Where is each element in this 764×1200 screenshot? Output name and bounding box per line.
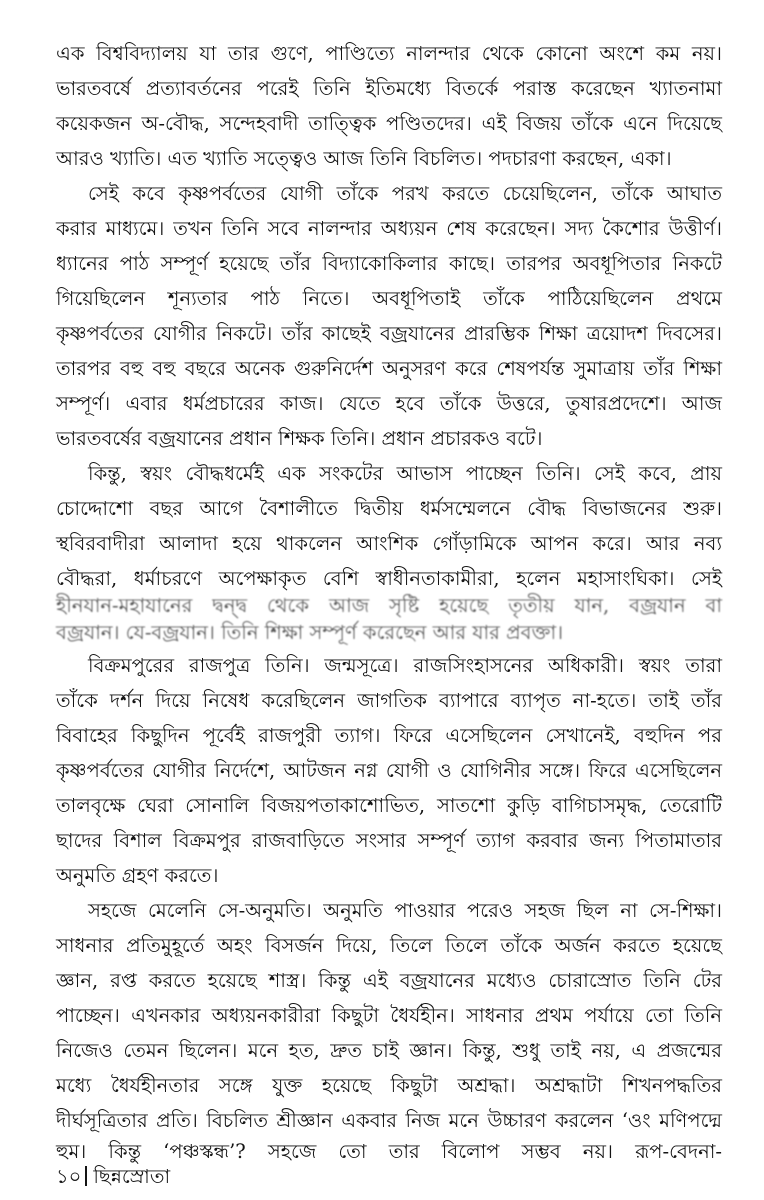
text-line: করার মাধ্যমে। তখন তিনি সবে নালন্দার অধ্যয়ন শেষ করেছেন। সদ্য কৈশোর উত্তীর্ণ। (56, 217, 722, 240)
text-line: তাঁকে দর্শন দিয়ে নিষেধ করেছিলেন জাগতিক ব্যাপারে ব্যাপৃত না-হতে। তাই তাঁর (56, 689, 722, 712)
text-line: কয়েকজন অ-বৌদ্ধ, সন্দেহবাদী তাত্ত্বিক পণ্ডিতদের। এই বিজয় তাঁকে এনে দিয়েছে (56, 112, 722, 135)
text-line: ছাদের বিশাল বিক্রমপুর রাজবাড়িতে সংসার সম্পূর্ণ ত্যাগ করবার জন্য পিতামাতার (56, 829, 722, 852)
text-line: দীর্ঘসূত্রিতার প্রতি। বিচলিত শ্রীজ্ঞান একবার নিজ মনে উচ্চারণ করলেন ‘ওং মণিপদ্মে (56, 1109, 722, 1132)
text-line: পাচ্ছেন। এখনকার অধ্যয়নকারীরা কিছুটা ধৈর্যহীন। সাধনার প্রথম পর্যায়ে তো তিনি (56, 1004, 722, 1027)
text-line: মধ্যে ধৈর্যহীনতার সঙ্গে যুক্ত হয়েছে কিছুটা অশ্রদ্ধা। অশ্রদ্ধাটা শিখনপদ্ধতির (56, 1074, 722, 1097)
smudged-text-line: বজ্রযান। যে-বজ্রযান। তিনি শিক্ষা সম্পূর্ণ করেছেন আর যার প্রবক্তা। (56, 621, 564, 644)
paragraph-start-line: সেই কবে কৃষ্ণপর্বতের যোগী তাঁকে পরখ করতে চেয়েছিলেন, তাঁকে আঘাত (88, 182, 722, 205)
text-line: গিয়েছিলেন শূন্যতার পাঠ নিতে। অবধূপিতাই তাঁকে পাঠিয়েছিলেন প্রথমে (56, 287, 722, 310)
smudged-text-line: হীনযান-মহাযানের দ্বন্দ্ব থেকে আজ সৃষ্টি হয়েছে তৃতীয় যান, বজ্রযান বা (56, 594, 722, 617)
paragraph-start-line: সহজে মেলেনি সে-অনুমতি। অনুমতি পাওয়ার পরেও সহজ ছিল না সে-শিক্ষা। (88, 899, 722, 922)
text-line: তালবৃক্ষে ঘেরা সোনালি বিজয়পতাকাশোভিত, সাতশো কুড়ি বাগিচাসমৃদ্ধ, তেরোটি (56, 794, 722, 817)
text-line: হুম। কিন্তু ‘পঞ্চস্কন্ধ’? সহজে তো তার বিলোপ সম্ভব নয়। রূপ-বেদনা- (56, 1140, 722, 1163)
text-line: জ্ঞান, রপ্ত করতে হয়েছে শাস্ত্র। কিন্তু এই বজ্রযানের মধ্যেও চোরাস্রোত তিনি টের (56, 969, 722, 992)
text-line: চোদ্দোশো বছর আগে বৈশালীতে দ্বিতীয় ধর্মসম্মেলনে বৌদ্ধ বিভাজনের শুরু। (56, 497, 722, 520)
text-line: তারপর বহু বহু বছরে অনেক গুরুনির্দেশ অনুসরণ করে শেষপর্যন্ত সুমাত্রায় তাঁর শিক্ষা (56, 357, 722, 380)
text-line: এক বিশ্ববিদ্যালয় যা তার গুণে, পাণ্ডিত্যে নালন্দার থেকে কোনো অংশে কম নয়। (56, 42, 722, 65)
text-line: ভারতবর্ষের বজ্রযানের প্রধান শিক্ষক তিনি। প্রধান প্রচারকও বটে। (56, 427, 543, 450)
text-line: নিজেও তেমন ছিলেন। মনে হত, দ্রুত চাই জ্ঞান। কিন্তু, শুধু তাই নয়, এ প্রজন্মের (56, 1039, 722, 1062)
text-line: ভারতবর্ষে প্রত্যাবর্তনের পরেই তিনি ইতিমধ্যে বিতর্কে পরাস্ত করেছেন খ্যাতনামা (56, 77, 722, 100)
text-line: স্থবিরবাদীরা আলাদা হয়ে থাকলেন আংশিক গোঁড়ামিকে আপন করে। আর নব্য (56, 532, 722, 555)
text-line: কৃষ্ণপর্বতের যোগীর নিকটে। তাঁর কাছেই বজ্রযানের প্রারম্ভিক শিক্ষা ত্রয়োদশ দিবসের। (56, 322, 722, 345)
page-footer (56, 1160, 170, 1194)
text-line: কৃষ্ণপর্বতের যোগীর নির্দেশে, আটজন নগ্ন যোগী ও যোগিনীর সঙ্গে। ফিরে এসেছিলেন (56, 759, 722, 782)
text-line: বৌদ্ধরা, ধর্মাচরণে অপেক্ষাকৃত বেশি স্বাধীনতাকামীরা, হলেন মহাসাংঘিকা। সেই (56, 567, 722, 590)
paragraph-start-line: বিক্রমপুরের রাজপুত্র তিনি। জন্মসূত্রে। রাজসিংহাসনের অধিকারী। স্বয়ং তারা (88, 654, 722, 677)
text-line: অনুমতি গ্রহণ করতে। (56, 864, 219, 887)
text-line: আরও খ্যাতি। এত খ্যাতি সত্ত্বেও আজ তিনি বিচলিত। পদচারণা করছেন, একা। (56, 147, 672, 170)
footer-divider (85, 1166, 87, 1186)
text-line: সম্পূর্ণ। এবার ধর্মপ্রচারের কাজ। যেতে হবে তাঁকে উত্তরে, তুষারপ্রদেশে। আজ (56, 392, 722, 415)
book-title: ছিন্নস্রোতা (93, 1165, 171, 1188)
page-number: ১০ (56, 1165, 82, 1188)
text-line: ধ্যানের পাঠ সম্পূর্ণ হয়েছে তাঁর বিদ্যাকোকিলার কাছে। তারপর অবধূপিতার নিকটে (56, 252, 722, 275)
paragraph-start-line: কিন্তু, স্বয়ং বৌদ্ধধর্মেই এক সংকটের আভাস পাচ্ছেন তিনি। সেই কবে, প্রায় (88, 462, 722, 485)
text-line: বিবাহের কিছুদিন পূর্বেই রাজপুরী ত্যাগ। ফিরে এসেছিলেন সেখানেই, বহুদিন পর (56, 724, 722, 747)
text-line: সাধনার প্রতিমুহূর্তে অহং বিসর্জন দিয়ে, তিলে তিলে তাঁকে অর্জন করতে হয়েছে (56, 934, 722, 957)
